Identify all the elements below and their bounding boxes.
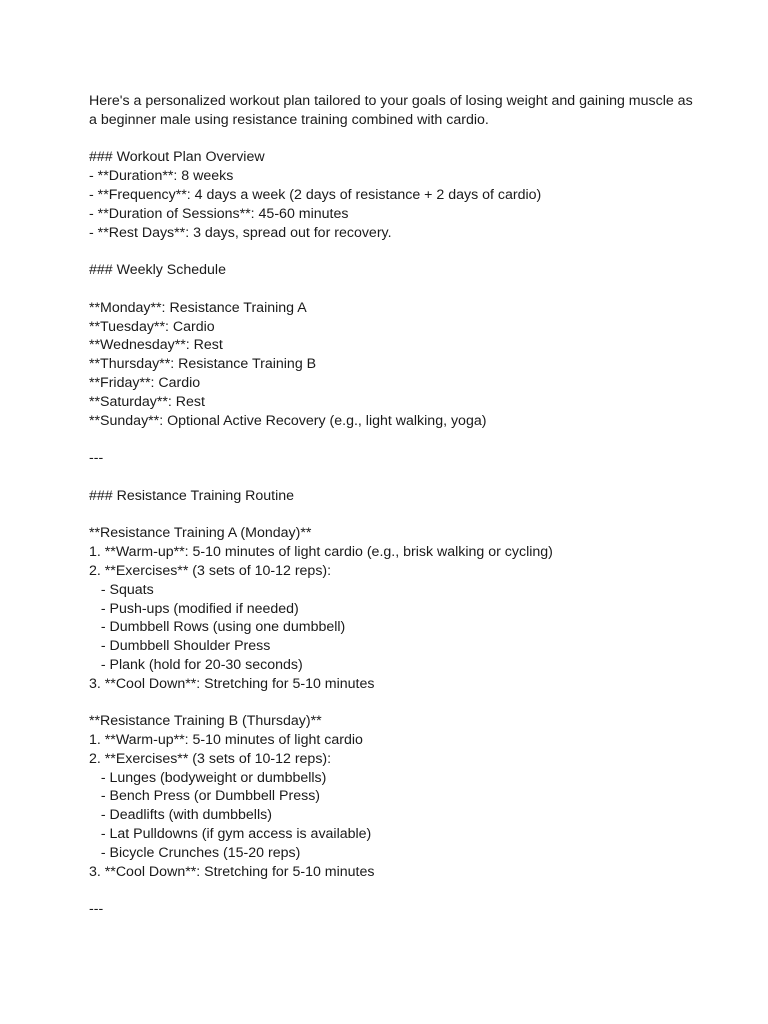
routine-a-line: 1. **Warm-up**: 5-10 minutes of light cardio (e.g., brisk walking or cycling)	[89, 544, 553, 561]
routine-b-line: - Bicycle Crunches (15-20 reps)	[89, 844, 301, 861]
weekly-day: **Wednesday**: Rest	[89, 337, 223, 354]
routine-b-line: - Lat Pulldowns (if gym access is available)	[89, 826, 372, 843]
overview-item: - **Frequency**: 4 days a week (2 days of resistance + 2 days of cardio)	[89, 186, 542, 203]
blank-line	[89, 694, 689, 713]
routine-a-line: 2. **Exercises** (3 sets of 10-12 reps):	[89, 562, 332, 579]
routine-heading: ### Resistance Training Routine	[89, 487, 295, 504]
routine-a-line: - Dumbbell Rows (using one dumbbell)	[89, 619, 346, 636]
weekly-day: **Monday**: Resistance Training A	[89, 299, 307, 316]
routine-a-line: - Push-ups (modified if needed)	[89, 600, 299, 617]
routine-b-title: **Resistance Training B (Thursday)**	[89, 713, 322, 730]
blank-line	[89, 430, 689, 449]
blank-line	[89, 468, 689, 487]
routine-a-line: - Dumbbell Shoulder Press	[89, 638, 271, 655]
blank-line	[89, 242, 689, 261]
routine-a-title: **Resistance Training A (Monday)**	[89, 525, 312, 542]
blank-line	[89, 130, 689, 149]
separator: ---	[89, 901, 104, 918]
routine-b-line: - Bench Press (or Dumbbell Press)	[89, 788, 321, 805]
routine-b-line: 1. **Warm-up**: 5-10 minutes of light cardio	[89, 732, 363, 749]
routine-a-line: - Plank (hold for 20-30 seconds)	[89, 656, 303, 673]
overview-item: - **Rest Days**: 3 days, spread out for recovery.	[89, 224, 392, 241]
blank-line	[89, 506, 689, 525]
overview-item: - **Duration of Sessions**: 45-60 minutes	[89, 205, 349, 222]
separator: ---	[89, 450, 104, 467]
routine-a-line: 3. **Cool Down**: Stretching for 5-10 minutes	[89, 675, 375, 692]
weekly-day: **Friday**: Cardio	[89, 374, 201, 391]
blank-line	[89, 881, 689, 900]
routine-b-line: 2. **Exercises** (3 sets of 10-12 reps):	[89, 750, 332, 767]
weekly-day: **Thursday**: Resistance Training B	[89, 356, 317, 373]
routine-b-line: - Deadlifts (with dumbbells)	[89, 807, 272, 824]
routine-b-line: 3. **Cool Down**: Stretching for 5-10 minutes	[89, 863, 375, 880]
overview-item: - **Duration**: 8 weeks	[89, 168, 234, 185]
weekly-day: **Sunday**: Optional Active Recovery (e.g., light walking, yoga)	[89, 412, 487, 429]
overview-heading: ### Workout Plan Overview	[89, 149, 265, 166]
routine-b-line: - Lunges (bodyweight or dumbbells)	[89, 769, 327, 786]
weekly-day: **Tuesday**: Cardio	[89, 318, 215, 335]
weekly-day: **Saturday**: Rest	[89, 393, 205, 410]
blank-line	[89, 280, 689, 299]
intro-line: a beginner male using resistance training combined with cardio.	[89, 111, 489, 128]
weekly-heading: ### Weekly Schedule	[89, 262, 226, 279]
routine-a-line: - Squats	[89, 581, 154, 598]
document-page	[89, 92, 693, 919]
intro-line: Here's a personalized workout plan tailored to your goals of losing weight and gaining muscle as	[89, 93, 693, 109]
